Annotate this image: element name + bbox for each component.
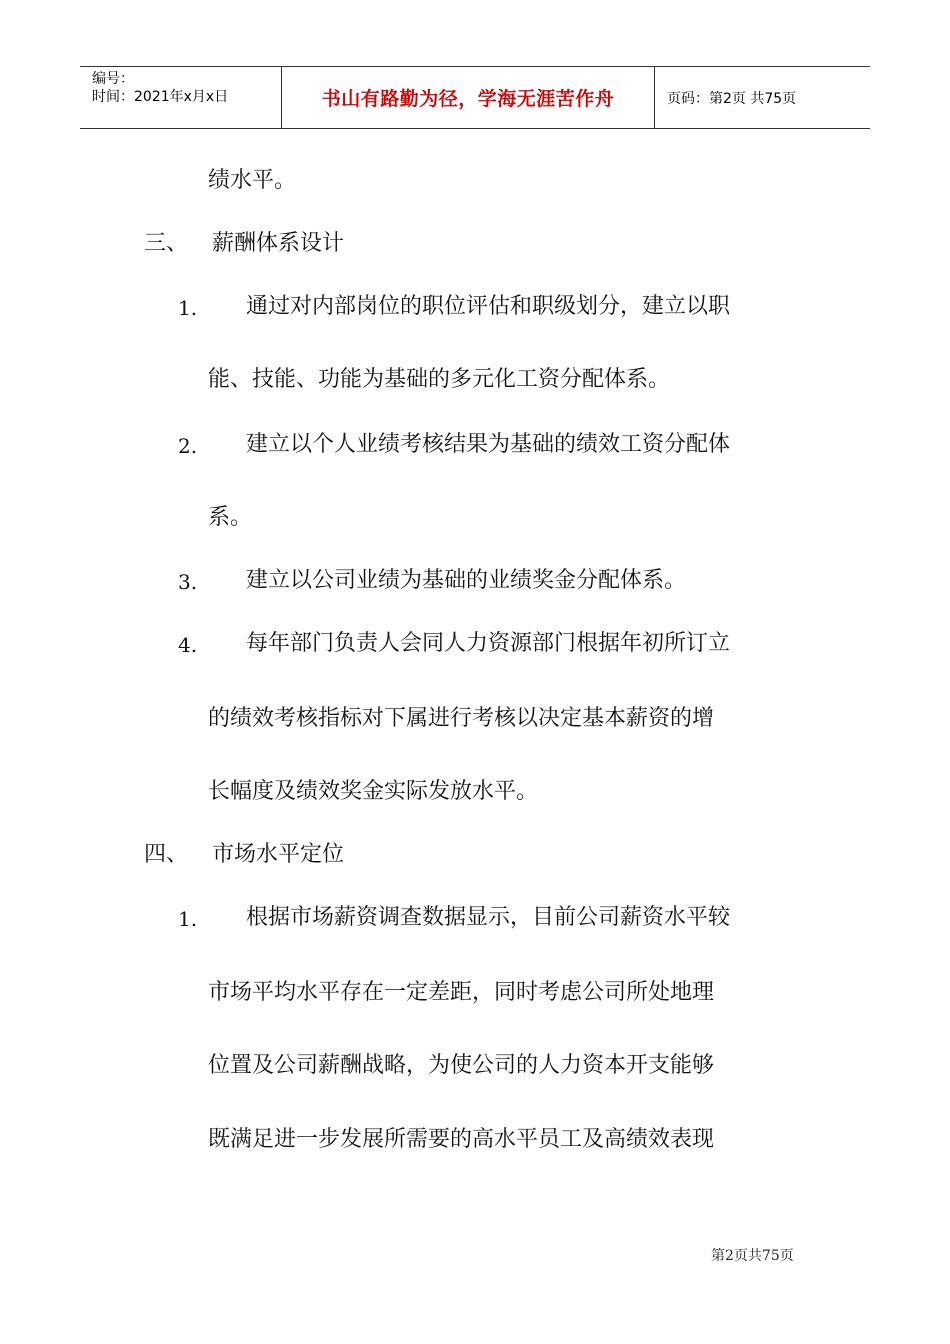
text-line: 每年部门负责人会同人力资源部门根据年初所订立 — [246, 631, 731, 656]
header-meta — [80, 67, 281, 128]
text-line: 市场平均水平存在一定差距，同时考虑公司所处地理 — [208, 980, 715, 1005]
text-line: 既满足进一步发展所需要的高水平员工及高绩效表现 — [208, 1127, 715, 1152]
time-label: 时间：2021年x月x日 — [92, 89, 229, 105]
item-number: 1. — [178, 907, 198, 931]
page-header — [80, 66, 870, 129]
header-page-info: 页码：第2页 共75页 — [667, 90, 797, 107]
text-line: 长幅度及绩效奖金实际发放水平。 — [208, 779, 539, 804]
text-line: 系。 — [208, 505, 253, 530]
section-number: 三、 — [144, 231, 189, 256]
section-title: 市场水平定位 — [212, 842, 345, 867]
item-number: 1. — [178, 296, 198, 320]
text-line: 通过对内部岗位的职位评估和职级划分，建立以职 — [246, 294, 731, 319]
section-title: 薪酬体系设计 — [212, 231, 345, 256]
text-line: 位置及公司薪酬战略，为使公司的人力资本开支能够 — [208, 1053, 715, 1078]
text-line: 绩水平。 — [208, 168, 297, 193]
item-number: 2. — [178, 434, 198, 458]
text-line: 的绩效考核指标对下属进行考核以决定基本薪资的增 — [208, 706, 715, 731]
text-line: 建立以公司业绩为基础的业绩奖金分配体系。 — [246, 568, 687, 593]
header-motto: 书山有路勤为径，学海无涯苦作舟 — [321, 88, 615, 110]
text-line: 能、技能、功能为基础的多元化工资分配体系。 — [208, 367, 671, 392]
item-number: 3. — [178, 570, 198, 594]
serial-label: 编号： — [92, 71, 134, 87]
footer-page-info: 第2页共75页 — [711, 1248, 794, 1264]
item-number: 4. — [178, 633, 198, 657]
text-line: 建立以个人业绩考核结果为基础的绩效工资分配体 — [246, 432, 731, 457]
section-number: 四、 — [144, 842, 189, 867]
text-line: 根据市场薪资调查数据显示，目前公司薪资水平较 — [246, 905, 731, 930]
